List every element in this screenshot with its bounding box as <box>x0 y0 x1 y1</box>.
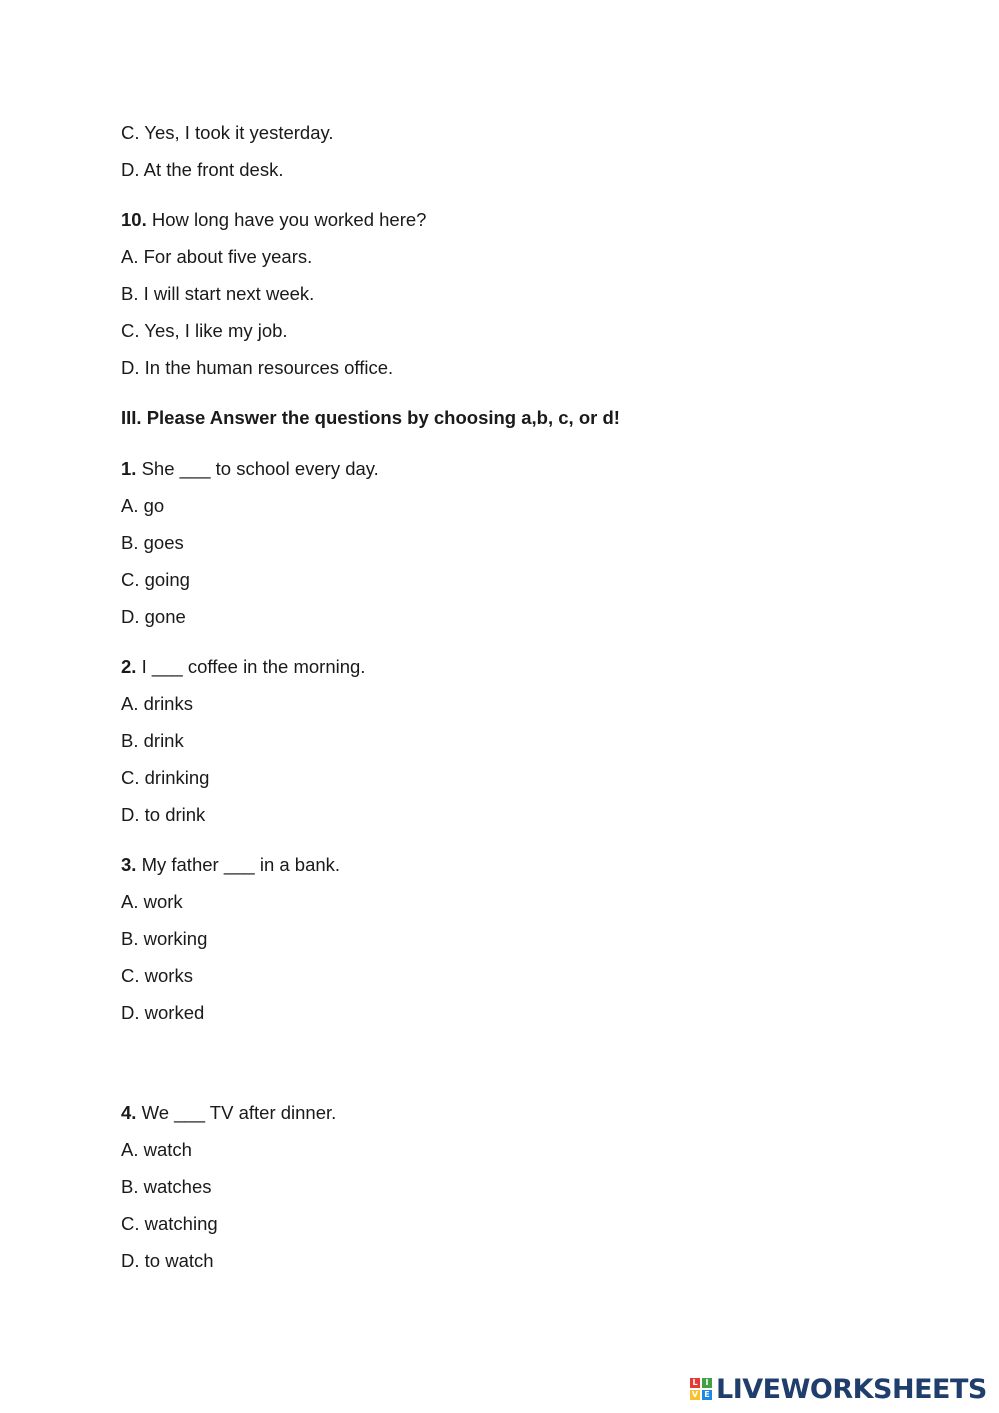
option-b: B. goes <box>121 532 184 553</box>
option-d: D. At the front desk. <box>121 159 284 180</box>
option-b: B. drink <box>121 730 184 751</box>
question-text: She ___ to school every day. <box>141 458 379 479</box>
question-text: My father ___ in a bank. <box>141 854 341 875</box>
option-a: A. drinks <box>121 693 193 714</box>
option-c: C. Yes, I took it yesterday. <box>121 122 334 143</box>
option-d: D. In the human resources office. <box>121 357 394 378</box>
option-c: C. works <box>121 965 193 986</box>
option-d: D. gone <box>121 606 186 627</box>
option-d: D. to watch <box>121 1250 214 1271</box>
question-number: 10. <box>121 209 147 230</box>
liveworksheets-logo <box>690 1374 987 1404</box>
option-a: A. work <box>121 891 183 912</box>
option-c: C. watching <box>121 1213 218 1234</box>
logo-blocks-icon <box>690 1378 712 1400</box>
question-number: 3. <box>121 854 137 875</box>
question-3 <box>121 853 340 877</box>
question-number: 2. <box>121 656 137 677</box>
section-heading: III. Please Answer the questions by choosing a,b, c, or d! <box>121 407 620 428</box>
question-text: I ___ coffee in the morning. <box>141 656 366 677</box>
question-text: How long have you worked here? <box>151 209 427 230</box>
question-4 <box>121 1101 336 1125</box>
option-d: D. to drink <box>121 804 206 825</box>
option-b: B. I will start next week. <box>121 283 315 304</box>
question-number: 4. <box>121 1102 137 1123</box>
option-a: A. For about five years. <box>121 246 313 267</box>
option-a: A. go <box>121 495 165 516</box>
option-a: A. watch <box>121 1139 192 1160</box>
question-number: 1. <box>121 458 137 479</box>
question-2 <box>121 655 365 679</box>
logo-block: L <box>690 1378 700 1388</box>
option-b: B. working <box>121 928 208 949</box>
logo-block: V <box>691 1390 699 1399</box>
option-d: D. worked <box>121 1002 205 1023</box>
question-text: We ___ TV after dinner. <box>141 1102 337 1123</box>
option-c: C. going <box>121 569 190 590</box>
logo-text: LIVEWORKSHEETS <box>716 1373 987 1405</box>
logo-block: E <box>702 1390 712 1400</box>
question-1 <box>121 457 379 481</box>
option-c: C. Yes, I like my job. <box>121 320 288 341</box>
question-10 <box>121 208 426 232</box>
logo-block: I <box>702 1378 712 1388</box>
option-c: C. drinking <box>121 767 210 788</box>
option-b: B. watches <box>121 1176 212 1197</box>
